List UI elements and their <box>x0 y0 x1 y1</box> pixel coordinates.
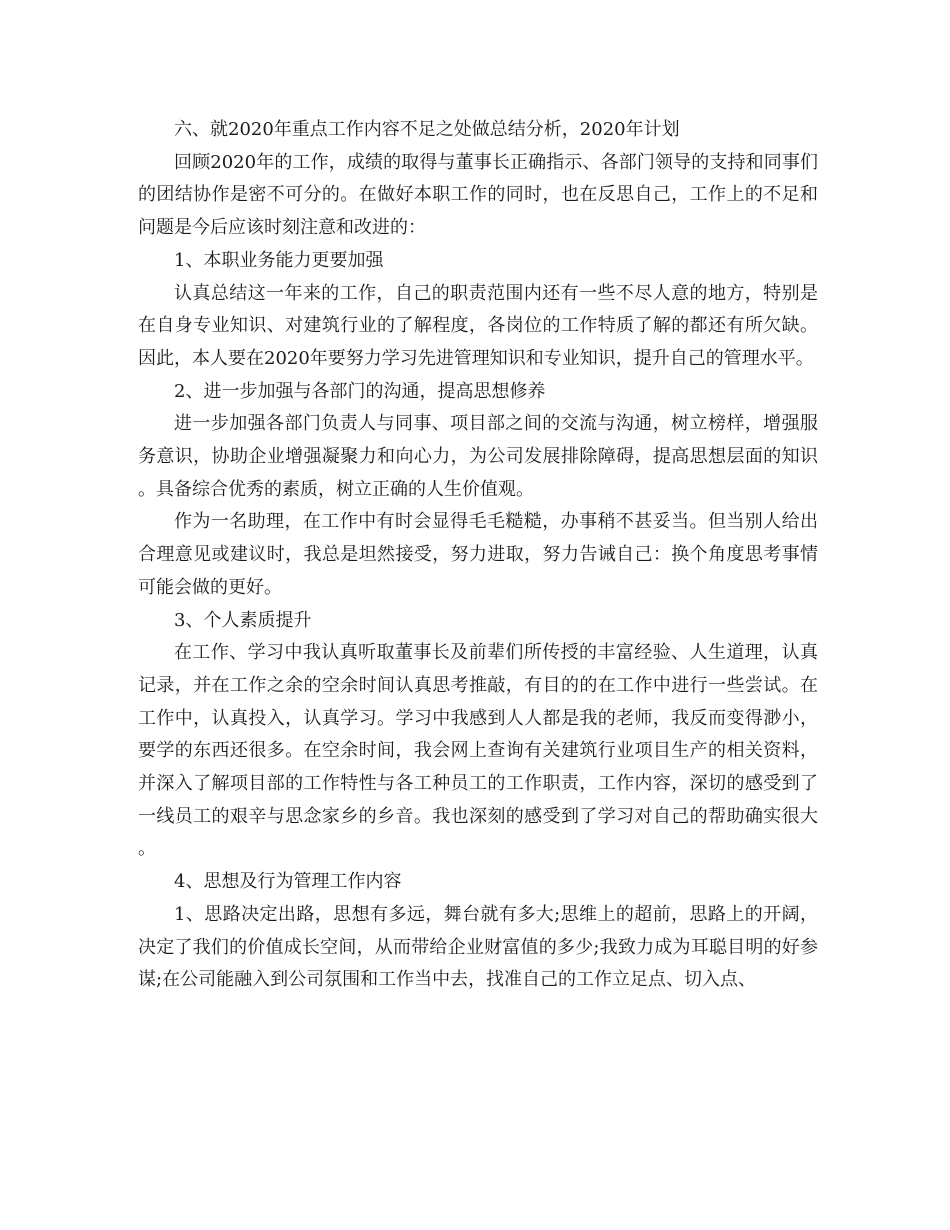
body-paragraph: 认真总结这一年来的工作，自己的职责范围内还有一些不尽人意的地方，特别是在自身专业知识、对建筑行业的了解程度，各岗位的工作特质了解的都还有所欠缺。因此，本人要在2020年要努力学习先进管理知识和专业知识，提升自己的管理水平。 <box>138 282 818 369</box>
item-heading: 3、个人素质提升 <box>174 609 312 631</box>
body-paragraph: 作为一名助理，在工作中有时会显得毛毛糙糙，办事稍不甚妥当。但当别人给出合理意见或建议时，我总是坦然接受，努力进取，努力告诫自己：换个角度思考事情可能会做的更好。 <box>138 511 818 598</box>
body-paragraph: 进一步加强各部门负责人与同事、项目部之间的交流与沟通，树立榜样，增强服务意识，协助企业增强凝聚力和向心力，为公司发展排除障碍，提高思想层面的知识。具备综合优秀的素质，树立正确的人生价值观。 <box>138 413 818 500</box>
item-heading: 1、本职业务能力更要加强 <box>174 249 384 271</box>
body-paragraph: 在工作、学习中我认真听取董事长及前辈们所传授的丰富经验、人生道理，认真记录，并在工作之余的空余时间认真思考推敲，有目的的在工作中进行一些尝试。在工作中，认真投入，认真学习。学习中我感到人人都是我的老师，我反而变得渺小，要学的东西还很多。在空余时间，我会网上查询有关建筑行业项目生产的相关资料，并深入了解项目部的工作特性与各工种员工的工作职责，工作内容，深切的感受到了一线员工的艰辛与思念家乡的乡音。我也深刻的感受到了学习对自己的帮助确实很大。 <box>138 642 818 860</box>
section-heading: 六、就2020年重点工作内容不足之处做总结分析，2020年计划 <box>174 119 680 140</box>
item-heading: 4、思想及行为管理工作内容 <box>174 871 402 893</box>
body-paragraph: 1、思路决定出路，思想有多远，舞台就有多大;思维上的超前，思路上的开阔，决定了我们的价值成长空间，从而带给企业财富值的多少;我致力成为耳聪目明的好参谋;在公司能融入到公司氛围和工作当中去，找准自己的工作立足点、切入点、 <box>138 903 818 991</box>
document-page <box>138 114 818 997</box>
item-heading: 2、进一步加强与各部门的沟通，提高思想修养 <box>174 380 546 402</box>
body-paragraph: 回顾2020年的工作，成绩的取得与董事长正确指示、各部门领导的支持和同事们的团结协作是密不可分的。在做好本职工作的同时，也在反思自己，工作上的不足和问题是今后应该时刻注意和改进的： <box>138 151 818 239</box>
